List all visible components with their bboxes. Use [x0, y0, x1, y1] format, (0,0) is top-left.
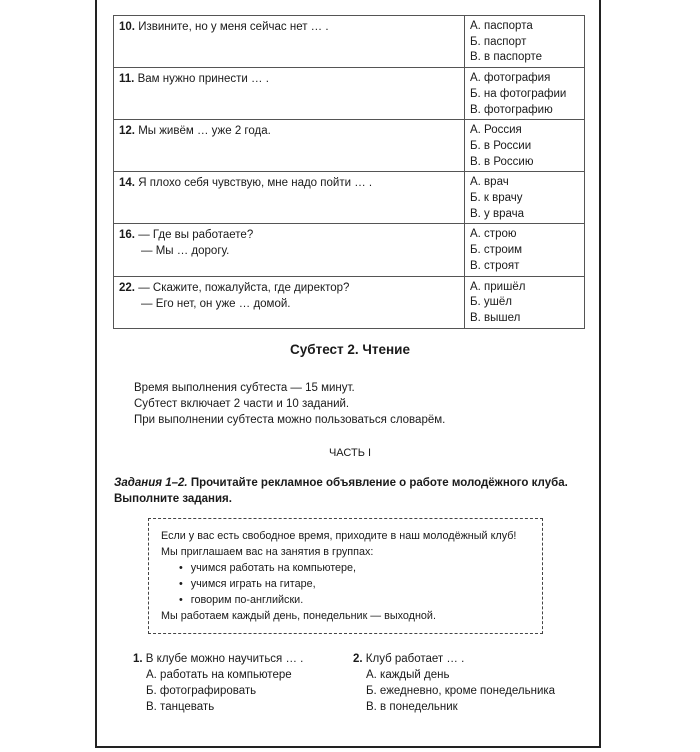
ad-line: Мы приглашаем вас на занятия в группах:: [161, 546, 374, 558]
task-text: Прочитайте рекламное объявление о работе молодёжного клуба. Выполните задания.: [114, 477, 568, 505]
question-cell: [114, 120, 465, 172]
table-row: [114, 16, 585, 68]
question-cell: [114, 172, 465, 224]
option: А. работать на компьютере: [146, 669, 292, 681]
advertisement-box: [148, 518, 543, 634]
option: А. каждый день: [366, 669, 450, 681]
question-cell: [114, 276, 465, 328]
ad-line: Мы работаем каждый день, понедельник — выходной.: [161, 610, 436, 622]
ad-bullet: • учимся играть на гитаре,: [161, 576, 530, 592]
option: Б. на фотографии: [470, 87, 567, 100]
option: В. танцевать: [146, 701, 215, 713]
option: А. Россия: [470, 124, 522, 137]
task-instruction: [114, 475, 586, 507]
option: Б. фотографировать: [146, 685, 257, 697]
option: Б. к врачу: [470, 192, 523, 205]
option: Б. паспорт: [470, 35, 527, 48]
info-line: Время выполнения субтеста — 15 минут.: [134, 382, 355, 394]
table-row: [114, 276, 585, 328]
question-cell: [114, 16, 465, 68]
question-text: Извините, но у меня сейчас нет … .: [138, 21, 329, 33]
question-text-line2: — Его нет, он уже … домой.: [141, 297, 291, 310]
question-2: [353, 651, 555, 715]
question-text: Мы живём … уже 2 года.: [138, 125, 271, 138]
question-number: 12.: [119, 125, 135, 138]
options-cell: [465, 172, 585, 224]
subtest-info: [134, 380, 445, 428]
option: А. пришёл: [470, 280, 526, 293]
question-cell: [114, 68, 465, 120]
options-cell: [465, 224, 585, 276]
question-number: 10.: [119, 21, 135, 33]
question-number: 2.: [353, 653, 363, 665]
option: Б. в России: [470, 139, 532, 152]
question-text: В клубе можно научиться … .: [145, 653, 304, 665]
question-number: 1.: [133, 653, 143, 665]
option: А. паспорта: [470, 20, 533, 32]
question-number: 22.: [119, 281, 135, 294]
question-cell: [114, 224, 465, 276]
option: В. у врача: [470, 207, 525, 220]
options-cell: [465, 120, 585, 172]
task-label: Задания 1–2.: [114, 477, 188, 489]
question-text: Клуб работает … .: [365, 653, 465, 665]
part-label: ЧАСТЬ I: [328, 447, 372, 459]
option: В. в паспорте: [470, 51, 543, 64]
question-text: — Где вы работаете?: [138, 229, 254, 242]
option: В. фотографию: [470, 103, 553, 116]
option: А. строю: [470, 228, 517, 241]
option: В. в понедельник: [366, 701, 458, 713]
option: В. строят: [470, 259, 520, 272]
option: Б. ушёл: [470, 296, 513, 309]
options-cell: [465, 16, 585, 68]
question-number: 11.: [119, 73, 135, 86]
question-text: Я плохо себя чувствую, мне надо пойти … .: [138, 177, 373, 190]
options-cell: [465, 68, 585, 120]
option: Б. строим: [470, 244, 523, 257]
grammar-table: [113, 15, 585, 329]
question-text: — Скажите, пожалуйста, где директор?: [138, 281, 350, 294]
ad-bullet: • говорим по-английски.: [161, 592, 530, 608]
info-line: При выполнении субтеста можно пользоваться словарём.: [134, 414, 446, 426]
option: А. врач: [470, 176, 509, 189]
option: В. в Россию: [470, 155, 534, 168]
table-row: [114, 172, 585, 224]
table-row: [114, 224, 585, 276]
ad-bullet: • учимся работать на компьютере,: [161, 560, 530, 576]
option: Б. ежедневно, кроме понедельника: [366, 685, 556, 697]
question-number: 16.: [119, 229, 135, 242]
question-1: [133, 651, 303, 715]
table-row: [114, 120, 585, 172]
subtest-title: Субтест 2. Чтение: [290, 342, 410, 357]
info-line: Субтест включает 2 части и 10 заданий.: [134, 398, 350, 410]
option: А. фотография: [470, 72, 551, 85]
options-cell: [465, 276, 585, 328]
option: В. вышел: [470, 311, 521, 324]
question-text-line2: — Мы … дорогу.: [141, 245, 230, 258]
table-row: [114, 68, 585, 120]
question-text: Вам нужно принести … .: [137, 73, 269, 86]
ad-line: Если у вас есть свободное время, приходите в наш молодёжный клуб!: [161, 530, 517, 542]
question-number: 14.: [119, 177, 135, 190]
